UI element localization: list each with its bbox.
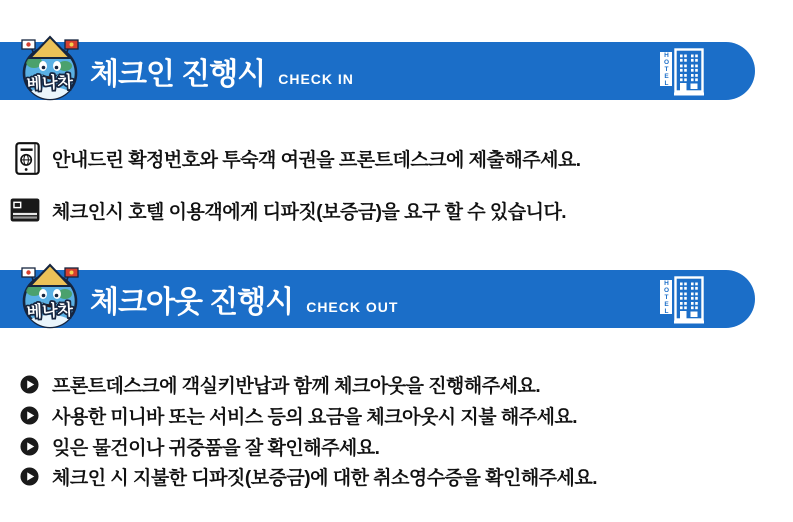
- passport-icon: [15, 141, 41, 176]
- mascot-icon: [19, 35, 81, 101]
- play-circle-icon: [20, 406, 39, 425]
- checkout-item: [0, 405, 578, 428]
- mascot-logo: [19, 35, 81, 101]
- mascot-label: 베나차: [26, 73, 74, 94]
- mascot-icon: [19, 263, 81, 329]
- hotel-icon: [660, 48, 704, 96]
- play-circle-icon: [20, 467, 39, 486]
- checkin-item-passport: [0, 140, 581, 176]
- play-circle-icon: [20, 375, 39, 394]
- hotel-building-icon: [674, 276, 704, 324]
- hotel-icon: [660, 276, 704, 324]
- checkin-title: 체크인 진행시: [90, 58, 266, 91]
- hotel-building-icon: [674, 48, 704, 96]
- checkout-item-text: 체크인 시 지불한 디파짓(보증금)에 대한 취소영수증을 확인해주세요.: [52, 467, 598, 489]
- mascot-label: 베나차: [26, 301, 74, 322]
- play-circle-icon: [20, 437, 39, 456]
- credit-card-icon: [10, 198, 40, 222]
- checkout-title: 체크아웃 진행시: [90, 286, 294, 319]
- checkin-item-text: 체크인시 호텔 이용객에게 디파짓(보증금)을 요구 할 수 있습니다.: [52, 201, 567, 223]
- checkin-item-text: 안내드린 확정번호와 투숙객 여권을 프론트데스크에 제출해주세요.: [52, 149, 581, 171]
- checkin-item-deposit: [0, 198, 566, 222]
- checkin-subtitle: CHECK IN: [278, 71, 354, 87]
- hotel-sign-text: HOTEL: [660, 280, 672, 314]
- checkout-item-text: 프론트데스크에 객실키반납과 함께 체크아웃을 진행해주세요.: [52, 375, 541, 397]
- hotel-sign-text: HOTEL: [660, 52, 672, 86]
- checkout-item: [0, 374, 541, 397]
- checkout-header-banner: [0, 270, 755, 328]
- checkout-item-text: 사용한 미니바 또는 서비스 등의 요금을 체크아웃시 지불 해주세요.: [52, 406, 578, 428]
- checkout-item: [0, 466, 598, 489]
- checkin-header-banner: [0, 42, 755, 100]
- checkout-item: [0, 436, 380, 459]
- checkout-subtitle: CHECK OUT: [306, 299, 399, 315]
- checkout-item-text: 잊은 물건이나 귀중품을 잘 확인해주세요.: [52, 437, 380, 459]
- mascot-logo: [19, 263, 81, 329]
